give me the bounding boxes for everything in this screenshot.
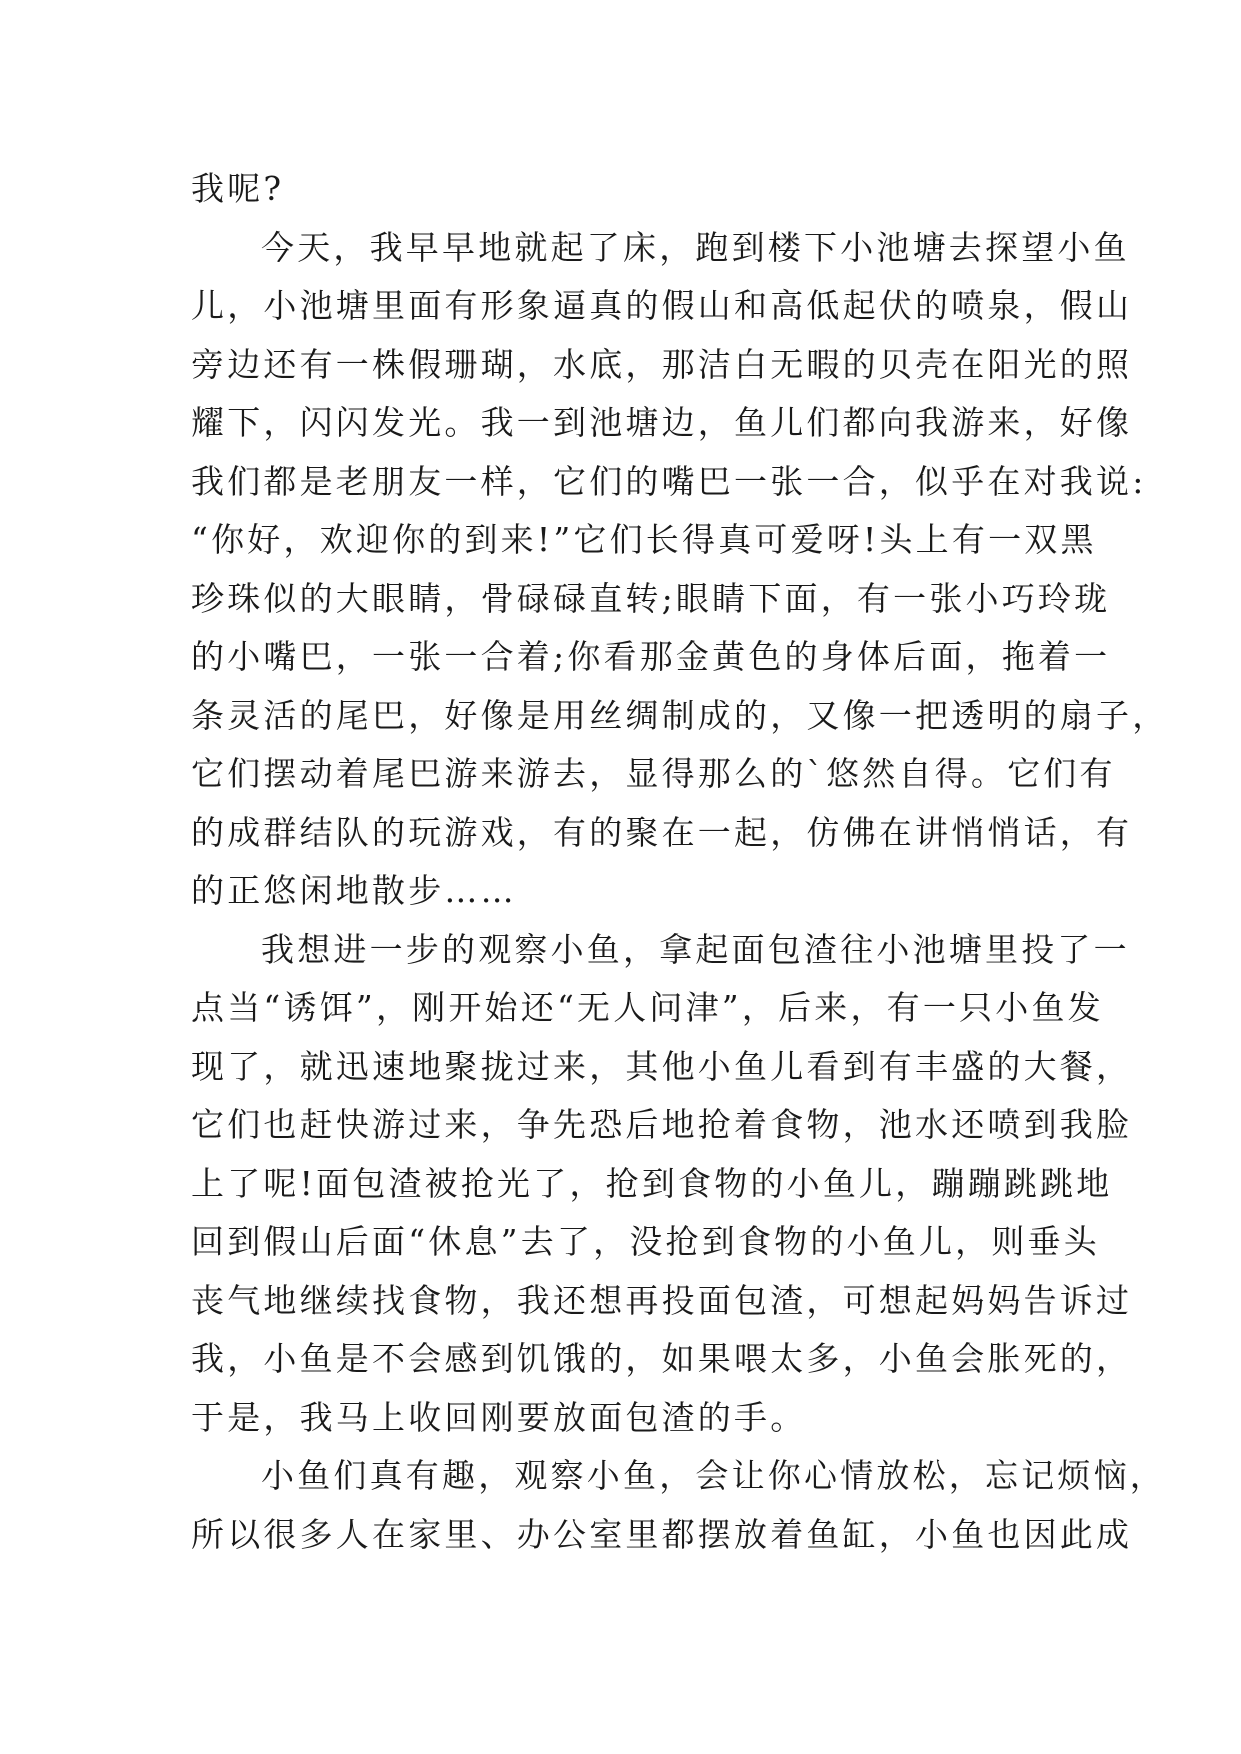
paragraph xyxy=(191,219,1169,921)
text-line: 所以很多人在家里、办公室里都摆放着鱼缸，小鱼也因此成 xyxy=(191,1514,1133,1554)
text-line: 今天，我早早地就起了床，跑到楼下小池塘去探望小鱼 xyxy=(261,227,1130,267)
text-line: 儿，小池塘里面有形象逼真的假山和高低起伏的喷泉，假山 xyxy=(191,286,1133,325)
text-line: 小鱼们真有趣，观察小鱼，会让你心情放松，忘记烦恼， xyxy=(261,1456,1166,1495)
text-line: 点当“诱饵”，刚开始还“无人问津”，后来，有一只小鱼发 xyxy=(191,988,1104,1027)
text-line: 我，小鱼是不会感到饥饿的，如果喂太多，小鱼会胀死的， xyxy=(191,1339,1133,1378)
text-line: 它们也赶快游过来，争先恐后地抢着食物，池水还喷到我脸 xyxy=(191,1105,1133,1144)
text-line: 的小嘴巴，一张一合着;你看那金黄色的身体后面，拖着一 xyxy=(191,637,1111,676)
text-line: 耀下，闪闪发光。我一到池塘边，鱼儿们都向我游来，好像 xyxy=(191,403,1133,442)
text-line: 上了呢!面包渣被抢光了，抢到食物的小鱼儿，蹦蹦跳跳地 xyxy=(191,1163,1113,1203)
text-line: 它们摆动着尾巴游来游去，显得那么的`悠然自得。它们有 xyxy=(191,754,1116,793)
text-line: “你好，欢迎你的到来!”它们长得真可爱呀!头上有一双黑 xyxy=(191,520,1097,559)
text-line: 我们都是老朋友一样，它们的嘴巴一张一合，似乎在对我说: xyxy=(191,461,1147,501)
text-line: 我想进一步的观察小鱼，拿起面包渣往小池塘里投了一 xyxy=(261,929,1130,969)
text-line: 条灵活的尾巴，好像是用丝绸制成的，又像一把透明的扇子， xyxy=(191,695,1169,735)
text-line: 旁边还有一株假珊瑚，水底，那洁白无暇的贝壳在阳光的照 xyxy=(191,344,1133,384)
text-line: 于是，我马上收回刚要放面包渣的手。 xyxy=(191,1397,807,1437)
paragraph xyxy=(191,921,1133,1448)
text-line: 回到假山后面“休息”去了，没抢到食物的小鱼儿，则垂头 xyxy=(191,1222,1100,1261)
paragraph xyxy=(191,160,1061,219)
text-line: 的正悠闲地散步…… xyxy=(191,871,517,910)
text-line: 丧气地继续找食物，我还想再投面包渣，可想起妈妈告诉过 xyxy=(191,1280,1133,1320)
text-line: 珍珠似的大眼睛，骨碌碌直转;眼睛下面，有一张小巧玲珑 xyxy=(191,578,1111,618)
text-line: 我呢? xyxy=(191,169,285,208)
paragraph xyxy=(191,1447,1166,1564)
text-line: 现了，就迅速地聚拢过来，其他小鱼儿看到有丰盛的大餐， xyxy=(191,1046,1133,1086)
document-body xyxy=(191,160,1169,1564)
text-line: 的成群结队的玩游戏，有的聚在一起，仿佛在讲悄悄话，有 xyxy=(191,812,1133,852)
